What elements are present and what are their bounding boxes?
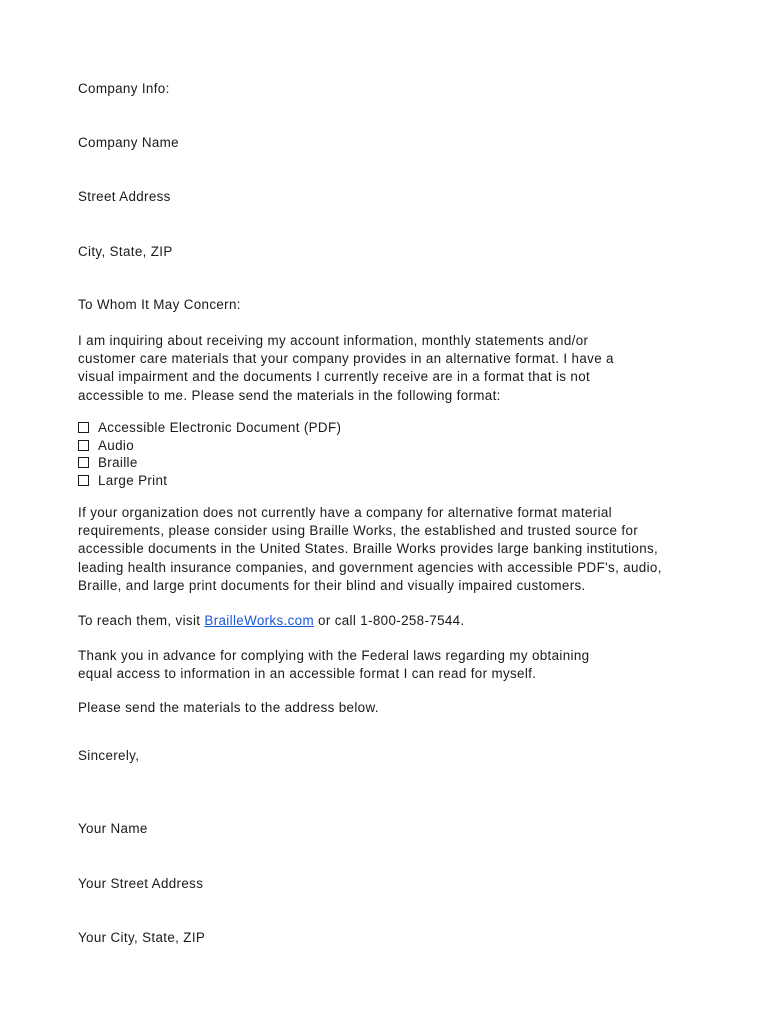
company-street-address: Street Address [78, 189, 171, 204]
checkbox-pdf[interactable] [78, 422, 89, 433]
checkbox-audio[interactable] [78, 440, 89, 451]
intro-line: visual impairment and the documents I currently receive are in a format that is not [78, 369, 591, 385]
thanks-line: Thank you in advance for complying with the Federal laws regarding my obtaining [78, 648, 590, 663]
salutation: To Whom It May Concern: [78, 297, 241, 312]
signature-street-address: Your Street Address [78, 876, 204, 891]
send-request: Please send the materials to the address below. [78, 700, 379, 715]
company-city-state-zip: City, State, ZIP [78, 244, 173, 259]
signature-city-state-zip: Your City, State, ZIP [78, 930, 206, 945]
closing: Sincerely, [78, 748, 140, 763]
contact-line [78, 612, 465, 630]
checkbox-braille[interactable] [78, 457, 89, 468]
signature-name: Your Name [78, 821, 148, 836]
format-option-label: Large Print [98, 472, 168, 488]
format-option-braille [78, 454, 341, 472]
referral-line: If your organization does not currently have a company for alternative format material [78, 505, 612, 520]
format-options-list [78, 419, 341, 489]
format-option-label: Braille [98, 455, 138, 471]
referral-line: accessible documents in the United States. Braille Works provides large banking institutions, [78, 541, 659, 557]
format-option-pdf [78, 419, 341, 437]
thanks-paragraph [78, 647, 678, 683]
format-option-large-print [78, 472, 341, 490]
referral-line: requirements, please consider using Braille Works, the established and trusted source for [78, 523, 639, 539]
company-name: Company Name [78, 135, 179, 150]
thanks-line: equal access to information in an accessible format I can read for myself. [78, 666, 537, 682]
contact-prefix: To reach them, visit [78, 613, 205, 628]
checkbox-large-print[interactable] [78, 475, 89, 486]
format-option-audio [78, 437, 341, 455]
referral-paragraph [78, 504, 678, 595]
brailleworks-link[interactable]: BrailleWorks.com [204, 613, 314, 628]
format-option-label: Audio [98, 437, 134, 453]
intro-line: I am inquiring about receiving my account information, monthly statements and/or [78, 333, 589, 348]
intro-line: customer care materials that your company provides in an alternative format. I have a [78, 351, 614, 367]
intro-paragraph [78, 332, 678, 405]
intro-line: accessible to me. Please send the materials in the following format: [78, 387, 501, 403]
contact-suffix: or call 1-800-258-7544. [313, 613, 465, 628]
referral-line: Braille, and large print documents for their blind and visually impaired customers. [78, 577, 586, 593]
company-info-label: Company Info: [78, 81, 170, 96]
format-option-label: Accessible Electronic Document (PDF) [98, 420, 342, 435]
referral-line: leading health insurance companies, and government agencies with accessible PDF's, audio, [78, 559, 662, 575]
